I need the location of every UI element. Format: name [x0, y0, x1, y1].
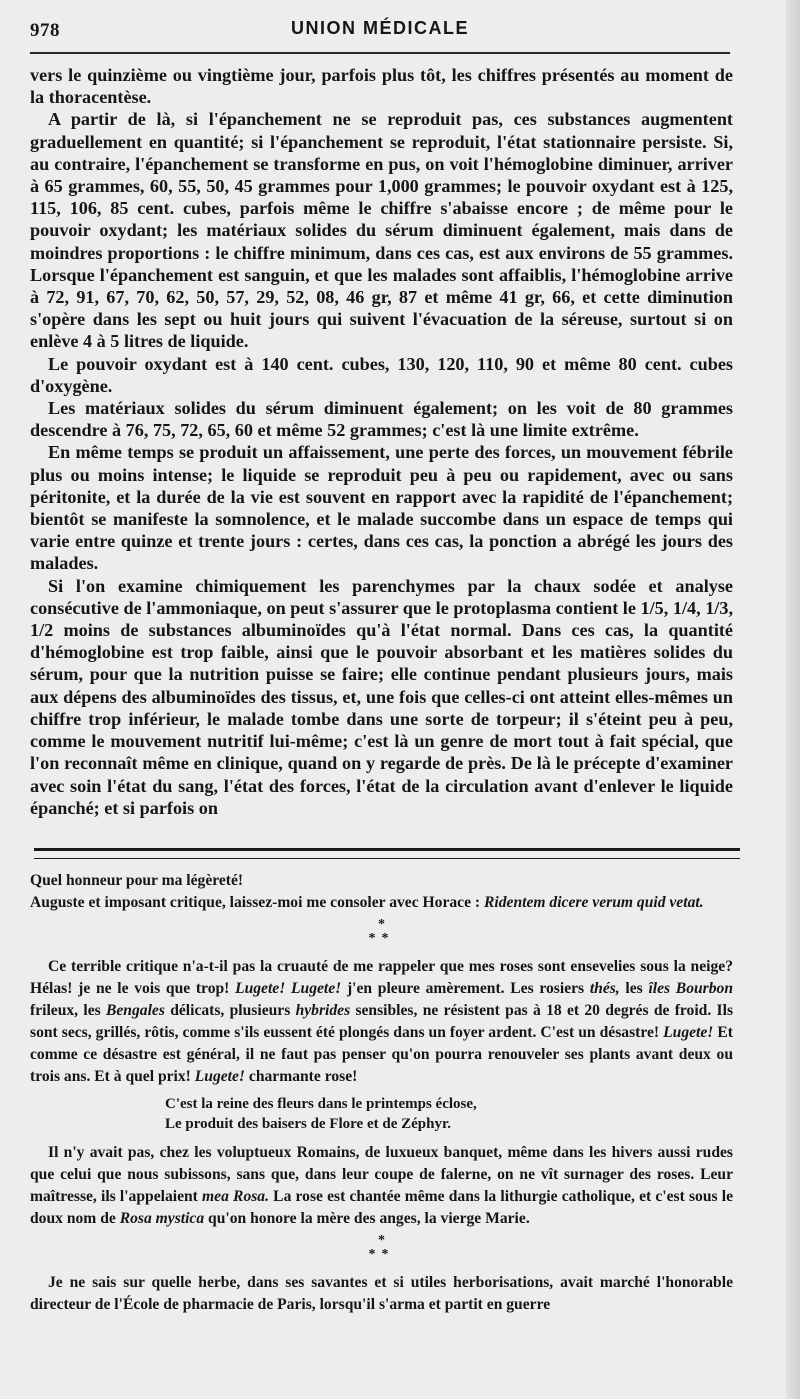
page-edge-shadow	[786, 0, 800, 1399]
feuilleton-line: Quel honneur pour ma légèreté!	[30, 872, 244, 889]
article-paragraph: Si l'on examine chimiquement les parenchymes par la chaux sodée et analyse consécutive de l'ammoniaque, on peut s'assurer que le protoplasma contient le 1/5, 1/4, 1/3, 1/2 moins de substances albuminoïdes qu'à l'état normal. Dans ces cas, la quantité d'hémoglobine est trop faible, ainsi que le pouvoir absorbant et les matières solides du sérum, pour que la nutrition puisse se faire; elle continue pendant plusieurs jours, mais aux dépens des albuminoïdes des tissus, et, une fois que celles-ci ont atteint elles-mêmes un chiffre trop inférieur, le malade tombe dans une sorte de torpeur; il s'éteint peu à peu, comme le mouvement nutritif lui-même; c'est là un genre de mort tout à fait spécial, que l'on reconnaît même en clinique, quand on y regarde de près. De là le précepte d'examiner avec soin l'état du sang, l'état des forces, l'état de la circulation avant d'enlever le liquide épanché; et si parfois on	[30, 575, 733, 818]
asterism-top: *	[378, 917, 385, 932]
romans-paragraph	[30, 1142, 733, 1230]
feuilleton-separator	[34, 848, 740, 859]
page-number: 978	[30, 20, 60, 41]
asterism-top: *	[378, 1233, 385, 1248]
text-run: charmante rose!	[245, 1068, 358, 1085]
horace-quote: Ridentem dicere verum quid vetat.	[484, 894, 704, 911]
feuilleton-paragraph	[30, 892, 733, 914]
asterism-bottom: **	[368, 1247, 395, 1262]
text-run: Ce terrible critique n'a-t-il pas la cruauté de me rappeler que mes roses sont ensevelies sous la neige? Hélas! je ne le vois que trop!	[30, 958, 733, 997]
italic-run: Lugete! Lugete!	[235, 980, 342, 997]
italic-run: Rosa mystica	[119, 1210, 205, 1227]
header-rule	[30, 52, 730, 54]
text-run: j'en pleure amèrement. Les rosiers	[341, 980, 590, 997]
text-run: les	[619, 980, 649, 997]
text-run: délicats, plusieurs	[164, 1002, 296, 1019]
article-paragraph: En même temps se produit un affaissement, une perte des forces, un mouvement fébrile plus ou moins intense; le liquide se reproduit peu à peu ou rapidement, avec ou sans péritonite, et la durée de la vie est souvent en rapport avec la rapidité de l'épanchement; bientôt se manifeste la somnolence, et le malade succombe dans un espace de temps qui varie entre quinze et trente jours : certes, dans ces cas, la ponction a abrégé les jours des malades.	[30, 442, 733, 574]
text-run: qu'on honore la mère des anges, la vierge Marie.	[204, 1210, 530, 1227]
article-paragraph: vers le quinzième ou vingtième jour, parfois plus tôt, les chiffres présentés au moment de la thoracentèse.	[30, 65, 733, 108]
final-paragraph: Je ne sais sur quelle herbe, dans ses savantes et si utiles herborisations, avait marché l'honorable directeur de l'École de pharmacie de Paris, lorsqu'il s'arma et partit en guerre	[30, 1274, 733, 1313]
asterism	[30, 918, 733, 946]
asterism-bottom: **	[368, 931, 395, 946]
roses-paragraph	[30, 956, 733, 1088]
italic-run: hybrides	[295, 1002, 351, 1019]
text-run: Et comme ce désastre est général, il ne faut pas penser qu'on pourra renouveler ses plants avant deux ou trois ans. Et à quel prix!	[30, 1024, 734, 1085]
italic-run: îles Bourbon	[648, 980, 734, 997]
running-title: UNION MÉDICALE	[291, 18, 469, 38]
feuilleton-column	[30, 870, 733, 1316]
feuilleton-text: Auguste et imposant critique, laissez-moi me consoler avec Horace :	[30, 894, 485, 911]
italic-run: Bengales	[105, 1002, 165, 1019]
verse-quote	[165, 1094, 733, 1134]
article-body	[30, 64, 733, 819]
text-run: frileux, les	[30, 1002, 106, 1019]
verse-line: C'est la reine des fleurs dans le printemps éclose,	[165, 1096, 477, 1112]
italic-run: thés,	[589, 980, 620, 997]
asterism	[30, 1234, 733, 1262]
verse-line: Le produit des baisers de Flore et de Zéphyr.	[165, 1116, 451, 1132]
article-paragraph: Les matériaux solides du sérum diminuent également; on les voit de 80 grammes descendre à 76, 75, 72, 65, 60 et même 52 grammes; c'est là une limite extrême.	[30, 398, 733, 441]
text-run: Il n'y avait pas, chez les voluptueux Romains, de luxueux banquet, même dans les hivers aussi rudes que celui que nous subissons, sans que, dans leur coupe de falerne, on ne vît surnager des roses. Leur maîtresse, ils l'appelaient	[30, 1144, 733, 1205]
italic-run: Lugete!	[663, 1024, 714, 1041]
text-run: La rose est chantée même dans la lithurgie catholique, et c'est sous le doux nom de	[30, 1188, 733, 1227]
page-header	[30, 14, 730, 50]
text-run: sensibles, ne résistent pas à 18 et 20 degrés de froid. Ils sont secs, grillés, rôtis, comme s'ils eussent été plongés dans un foyer ardent. C'est un désastre!	[30, 1002, 734, 1041]
article-paragraph: Le pouvoir oxydant est à 140 cent. cubes, 130, 120, 110, 90 et même 80 cent. cubes d'oxygène.	[30, 353, 733, 396]
article-paragraph: A partir de là, si l'épanchement ne se reproduit pas, ces substances augmentent graduellement en quantité; si l'épanchement se reproduit, l'état stationnaire persiste. Si, au contraire, l'épanchement se transforme en pus, on voit l'hémoglobine diminuer, arriver à 65 grammes, 60, 55, 50, 45 grammes pour 1,000 grammes; le pouvoir oxydant est à 125, 115, 106, 85 cent. cubes, parfois même le chiffre s'abaisse encore ; de même pour le pouvoir oxydant; les matériaux solides du sérum diminuent également, mais dans de moindres proportions : le chiffre minimum, dans ces cas, est aux environs de 55 grammes. Lorsque l'épanchement est sanguin, et que les malades sont affaiblis, l'hémoglobine arrive à 72, 91, 67, 70, 62, 50, 57, 29, 52, 08, 46 gr, 87 et même 41 gr, 66, et cette diminution s'opère dans les sept ou huit jours qui suivent l'évacuation de la séreuse, surtout si on enlève 4 à 5 litres de liquide.	[30, 109, 733, 352]
italic-run: mea Rosa.	[202, 1188, 270, 1205]
italic-run: Lugete!	[194, 1068, 246, 1085]
